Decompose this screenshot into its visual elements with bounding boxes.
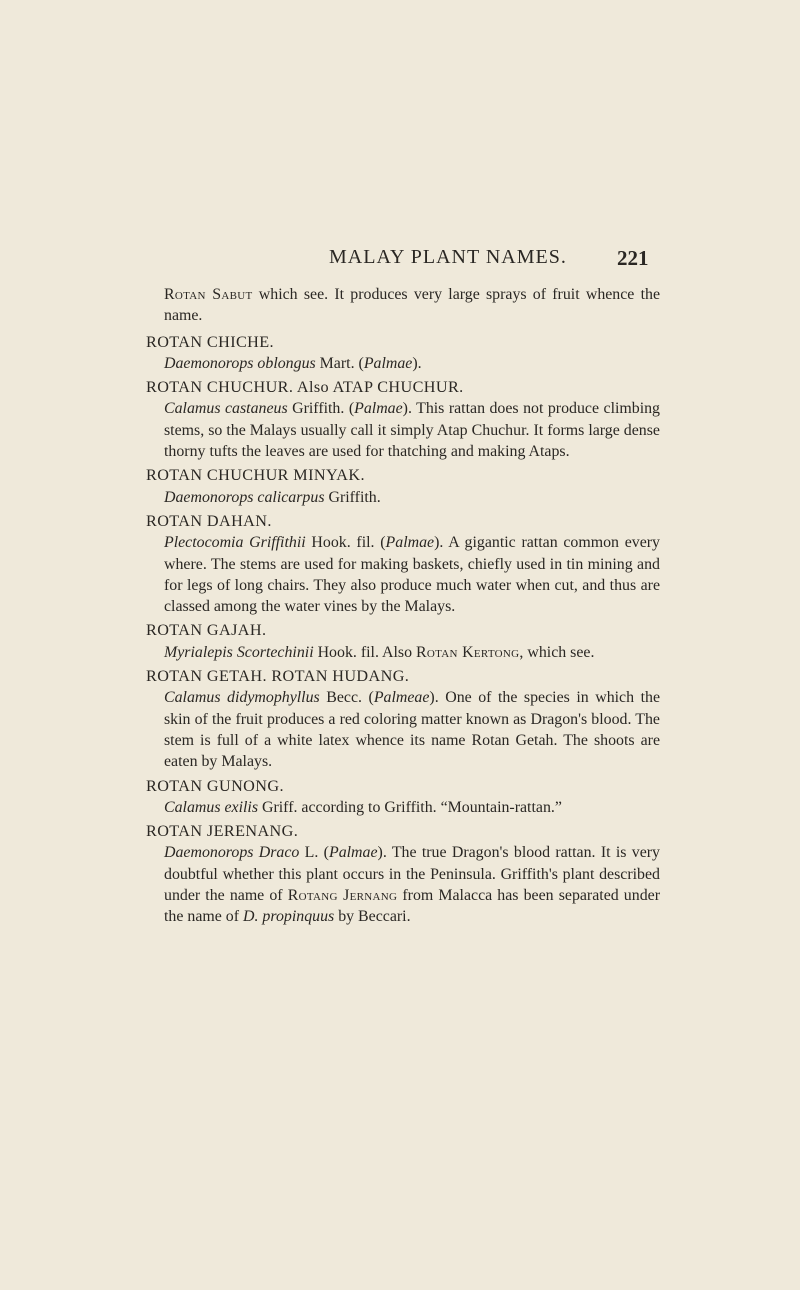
entry-rest: Griffith. ( bbox=[287, 400, 355, 418]
entry-text bbox=[146, 642, 660, 663]
entry-heading: ROTAN JERENANG. bbox=[146, 822, 299, 841]
entry-rotan-gajah bbox=[146, 620, 660, 663]
page-body bbox=[146, 284, 660, 931]
entry-rotan-jerenang bbox=[146, 821, 660, 927]
species-name: D. propinquus bbox=[242, 908, 335, 926]
entry-tail: , which see. bbox=[519, 643, 595, 661]
page-number: 221 bbox=[617, 246, 649, 270]
cross-reference: Rotang Jernang bbox=[287, 887, 398, 905]
species-name: Calamus didymophyllus bbox=[164, 689, 320, 707]
intro-paragraph bbox=[146, 284, 660, 327]
entry-tail: ). bbox=[412, 354, 422, 372]
family-name: Palmae bbox=[328, 844, 378, 862]
species-name: Plectocomia Griffithii bbox=[164, 534, 306, 552]
page-header bbox=[0, 246, 800, 276]
entry-rest: Griffith. bbox=[324, 488, 381, 506]
entry-rotan-getah bbox=[146, 666, 660, 772]
entry-text bbox=[146, 842, 660, 927]
species-name: Calamus exilis bbox=[164, 798, 259, 816]
family-name: Palmae bbox=[385, 534, 435, 552]
entry-rotan-chiche bbox=[146, 332, 660, 375]
entry-heading: ROTAN GETAH. ROTAN HUDANG. bbox=[146, 667, 410, 686]
entry-heading: ROTAN GAJAH. bbox=[146, 621, 267, 640]
entry-text bbox=[146, 353, 660, 374]
entry-rest: L. ( bbox=[299, 844, 329, 862]
entry-heading: ROTAN CHICHE. bbox=[146, 332, 275, 351]
family-name: Palmeae bbox=[373, 689, 430, 707]
entry-tail: ). A gigantic rattan common every where. The stems are used for making baskets, chiefly used in tin mining and for legs of long chairs. They also produce much water when cut, and thus are classed among the water vines by the Malays. bbox=[164, 534, 661, 616]
entry-rotan-chuchur-minyak bbox=[146, 465, 660, 508]
entry-heading: ROTAN CHUCHUR. Also ATAP CHUCHUR. bbox=[146, 378, 464, 397]
entry-text bbox=[146, 487, 660, 508]
entry-heading: ROTAN CHUCHUR MINYAK. bbox=[146, 466, 365, 485]
entry-heading: ROTAN DAHAN. bbox=[146, 511, 272, 530]
entry-tail: by Beccari. bbox=[334, 908, 411, 926]
species-name: Calamus castaneus bbox=[164, 400, 288, 418]
entry-text bbox=[146, 532, 660, 617]
entry-rotan-gunong bbox=[146, 776, 660, 819]
species-name: Daemonorops calicarpus bbox=[164, 488, 325, 506]
entry-tail: ). The true Dragon's blood rattan. It is very doubtful whether this plant occurs in the Peninsula. Griffith's plant described under the name of bbox=[164, 844, 661, 905]
running-head: MALAY PLANT NAMES. bbox=[329, 246, 567, 268]
entry-text bbox=[146, 797, 660, 818]
entry-tail: from Malacca has been separated under the name of bbox=[164, 887, 660, 926]
species-name: Daemonorops oblongus bbox=[164, 354, 316, 372]
family-name: Palmae bbox=[363, 354, 413, 372]
entry-text bbox=[146, 687, 660, 772]
cross-reference: Rotan Kertong bbox=[416, 643, 520, 661]
entry-rest: Becc. ( bbox=[319, 689, 374, 707]
species-name: Myrialepis Scortechinii bbox=[164, 643, 314, 661]
entry-rest: Hook. fil. ( bbox=[305, 534, 386, 552]
entry-rotan-chuchur bbox=[146, 377, 660, 462]
entry-text bbox=[146, 398, 660, 462]
intro-text: which see. It produces very large sprays of fruit whence the name. bbox=[164, 286, 660, 325]
entry-tail: ). One of the species in which the skin of the fruit produces a red coloring matter known as Dragon's blood. The stem is full of a white latex whence its name Rotan Getah. The shoots are eaten by Malays. bbox=[164, 689, 660, 771]
entry-rest: Griff. according to Griffith. “Mountain-rattan.” bbox=[258, 798, 562, 816]
entry-tail: ). This rattan does not produce climbing stems, so the Malays usually call it simply Atap Chuchur. It forms large dense thorny tufts the leaves are used for thatching and making Ataps. bbox=[164, 400, 661, 461]
entry-rest: Mart. ( bbox=[315, 354, 364, 372]
intro-name: Rotan Sabut bbox=[164, 286, 253, 303]
entry-rotan-dahan bbox=[146, 511, 660, 617]
entry-rest: Hook. fil. Also bbox=[313, 643, 417, 661]
species-name: Daemonorops Draco bbox=[164, 844, 300, 862]
family-name: Palmae bbox=[354, 400, 403, 418]
entry-heading: ROTAN GUNONG. bbox=[146, 776, 284, 795]
